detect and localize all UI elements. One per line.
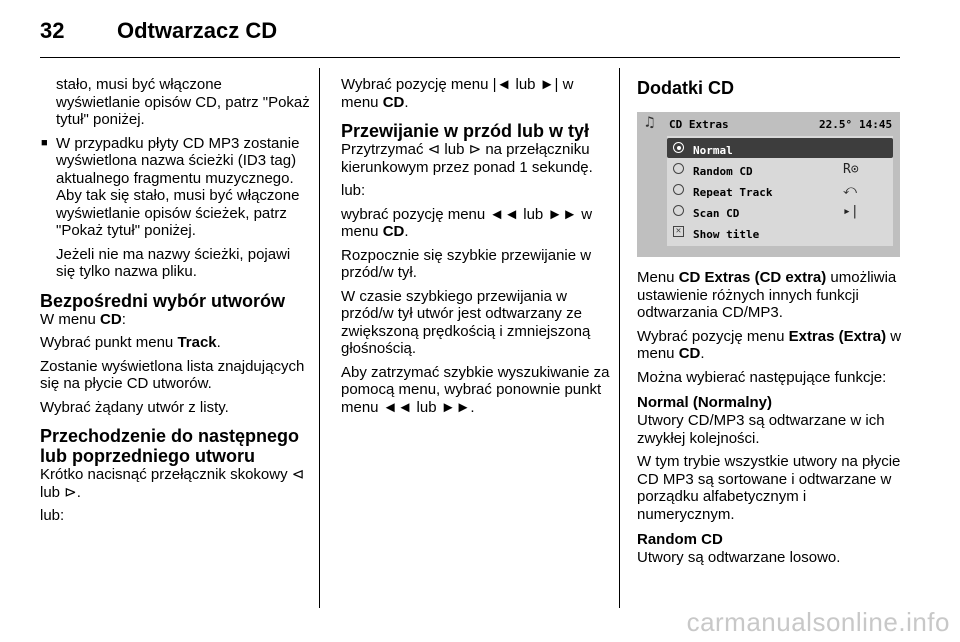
text: wybrać pozycję menu ◄◄ lub ►► w menu [341, 205, 593, 240]
section-heading-next-prev: Przechodzenie do następnego lub poprzedniego utworu [40, 426, 300, 466]
paragraph [40, 334, 310, 352]
paragraph: Krótko nacisnąć przełącznik skokowy ⊲ lub ⊳. [40, 466, 305, 501]
radio-icon [673, 163, 684, 174]
section-heading-direct-select: Bezpośredni wybór utworów [40, 290, 286, 311]
watermark: carmanualsonline.info [686, 607, 950, 637]
text: Menu [637, 269, 679, 286]
checkbox-checked-icon: ✕ [673, 226, 684, 237]
menu-name: CD [678, 345, 701, 362]
screen-menu-item-label: Repeat Track [693, 186, 773, 199]
music-note-icon: ♫ [645, 113, 655, 131]
text: W menu [40, 310, 101, 328]
page-title: Odtwarzacz CD [117, 18, 278, 43]
screen-menu-list [667, 136, 893, 246]
screen-clock: 14:45 [859, 118, 893, 131]
screen-menu-item-repeat-track[interactable] [667, 180, 893, 200]
screen-menu-item-label: Normal [693, 144, 733, 157]
paragraph: Można wybierać następujące funkcje: [637, 368, 887, 386]
text: umożliwia ustawienie różnych innych funkcji odtwarzania CD/MP3. [637, 269, 897, 321]
screen-menu-item-show-title[interactable] [667, 222, 893, 242]
screen-menu-item-scan-cd[interactable] [667, 201, 893, 221]
subheading-normal: Normal (Normalny) [637, 394, 773, 411]
text: . [404, 223, 409, 240]
paragraph [341, 76, 611, 111]
section-heading-fast-forward: Przewijanie w przód lub w tył [341, 121, 590, 141]
paragraph: Aby zatrzymać szybkie wyszukiwanie za pomocą menu, wybrać ponownie punkt menu ◄◄ lub ►►. [341, 363, 610, 416]
screen-menu-item-normal[interactable] [667, 138, 893, 158]
text: w menu [637, 327, 902, 362]
paragraph: Zostanie wyświetlona lista znajdujących się na płycie CD utworów. [40, 357, 305, 392]
menu-item-name: Extras (Extra) [788, 327, 887, 345]
paragraph: Jeżeli nie ma nazwy ścieżki, pojawi się tylko nazwa pliku. [56, 245, 291, 280]
screen-title: CD Extras [669, 118, 729, 131]
page-number: 32 [40, 18, 65, 43]
menu-name: CD Extras (CD extra) [678, 269, 827, 286]
text: Wybrać punkt menu [40, 334, 178, 351]
paragraph: lub: [40, 507, 65, 524]
menu-name: CD [382, 223, 405, 240]
header-divider [40, 57, 900, 58]
paragraph [637, 269, 905, 322]
repeat-icon: ⤺ [843, 183, 857, 198]
radio-icon [673, 205, 684, 216]
paragraph: stało, musi być włączone wyświetlanie opisów CD, patrz "Pokaż tytuł" poniżej. [56, 76, 310, 128]
menu-item-name: Track [177, 334, 217, 351]
column-left [40, 76, 310, 531]
text: Wybrać pozycję menu [637, 327, 789, 345]
bullet-item: ■ W przypadku płyty CD MP3 zostanie wyświetlona nazwa ścieżki (ID3 tag) aktualnego fragmentu muzycznego. Aby tak się stało, musi być włączone wyświetlanie opisów ścieżek, patrz "Pokaż tytuł" poniżej. [40, 135, 310, 240]
paragraph: Utwory CD/MP3 są odtwarzane w ich zwykłej kolejności. [637, 412, 885, 447]
paragraph [341, 206, 611, 241]
menu-name: CD [382, 93, 405, 111]
paragraph: W tym trybie wszystkie utwory na płycie CD MP3 są sortowane i odtwarzane w porządku alfabetycznym i numerycznym. [637, 453, 901, 523]
paragraph: Przytrzymać ⊲ lub ⊳ na przełączniku kierunkowym przez ponad 1 sekundę. [341, 141, 593, 176]
radio-selected-icon [673, 142, 684, 153]
screen-menu-item-label: Random CD [693, 165, 753, 178]
screen-menu-item-label: Show title [693, 228, 760, 241]
paragraph [637, 328, 905, 363]
paragraph: Wybrać żądany utwór z listy. [40, 398, 229, 416]
column-divider [319, 68, 320, 608]
radio-icon [673, 184, 684, 195]
paragraph: Rozpocznie się szybkie przewijanie w przód/w tył. [341, 246, 592, 281]
paragraph: W czasie szybkiego przewijania w przód/w tył utwór jest odtwarzany ze zwiększoną prędkością i zmniejszoną głośnością. [341, 287, 591, 357]
screen-temperature: 22.5° [819, 118, 853, 131]
subheading-random-cd: Random CD [637, 531, 723, 548]
text: : [121, 310, 126, 328]
screen-menu-item-random-cd[interactable] [667, 159, 893, 179]
paragraph [40, 311, 310, 329]
text: Wybrać pozycję menu |◄ lub ►| w menu [341, 76, 574, 111]
paragraph: Utwory są odtwarzane losowo. [637, 549, 841, 566]
text: . [216, 334, 221, 351]
section-heading-cd-extras: Dodatki CD [637, 78, 735, 98]
cd-extras-screen [637, 112, 900, 257]
column-right [637, 76, 905, 573]
screen-status-bar [637, 112, 900, 134]
column-divider [619, 68, 620, 608]
text: . [404, 93, 409, 111]
screen-menu-item-label: Scan CD [693, 207, 740, 220]
paragraph: lub: [341, 182, 366, 199]
text: . [700, 345, 705, 362]
scan-icon: ▸| [843, 204, 859, 219]
menu-name: CD [100, 310, 122, 328]
random-icon: R⊙ [843, 162, 859, 177]
column-middle [341, 76, 611, 422]
